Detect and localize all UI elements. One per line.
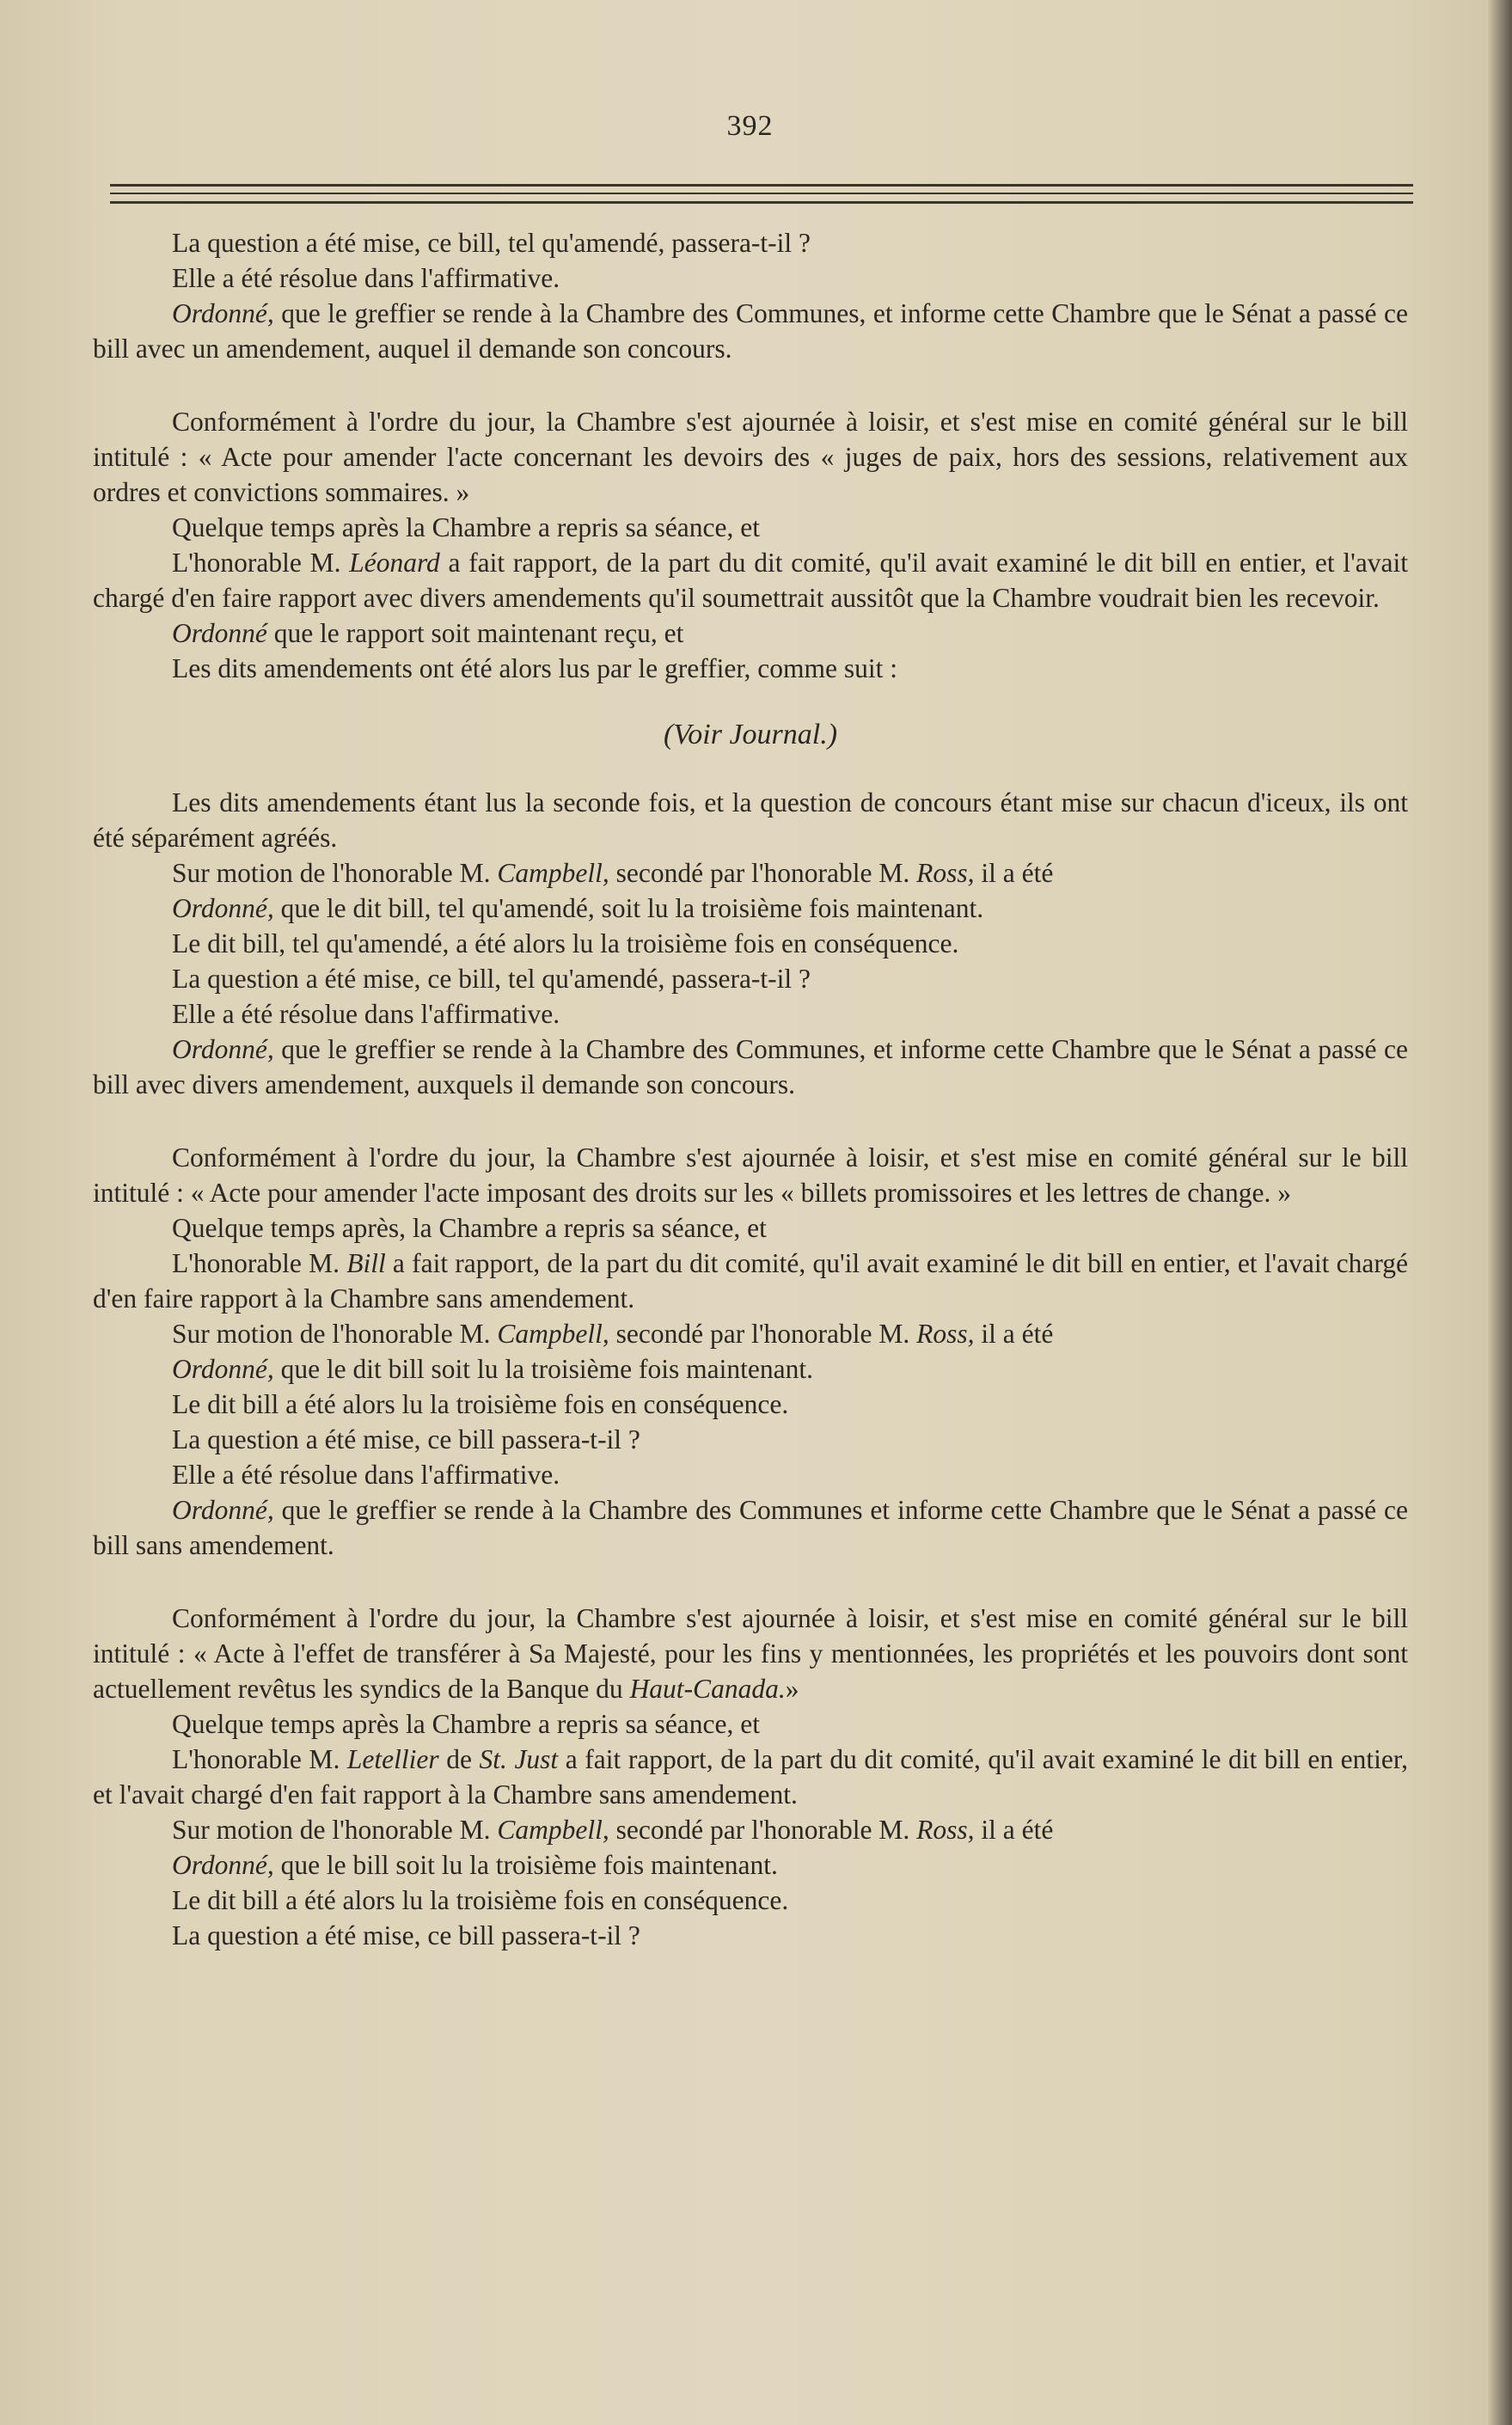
body-text [93, 225, 1408, 1953]
paragraph: Elle a été résolue dans l'affirmative. [172, 1460, 560, 1490]
paragraph: La question a été mise, ce bill, tel qu'amendé, passera-t-il ? [172, 228, 811, 258]
paragraph: L'honorable M. Bill a fait rapport, de la part du dit comité, qu'il avait examiné le dit bill en entier, et l'avait chargé d'en faire rapport à la Chambre sans amendement. [93, 1248, 1408, 1314]
paragraph: Sur motion de l'honorable M. Campbell, secondé par l'honorable M. Ross, il a été [172, 1319, 1054, 1349]
paragraph: Ordonné, que le greffier se rende à la Chambre des Communes, et informe cette Chambre que le Sénat a passé ce bill avec un amendement, auquel il demande son concours. [93, 298, 1408, 364]
paragraph: Ordonné, que le dit bill, tel qu'amendé, soit lu la troisième fois maintenant. [172, 893, 984, 923]
paragraph: Le dit bill a été alors lu la troisième fois en conséquence. [172, 1885, 789, 1915]
paragraph: Les dits amendements ont été alors lus par le greffier, comme suit : [172, 653, 898, 683]
paragraph: L'honorable M. Léonard a fait rapport, de la part du dit comité, qu'il avait examiné le dit bill en entier, et l'avait chargé d'en faire rapport avec divers amendements qu'il soumettrait aussitôt que la Chambre voudrait bien les recevoir. [93, 548, 1408, 613]
paragraph: Ordonné que le rapport soit maintenant reçu, et [172, 618, 684, 648]
paragraph: Quelque temps après la Chambre a repris sa séance, et [172, 1709, 760, 1739]
paragraph: Ordonné, que le dit bill soit lu la troisième fois maintenant. [172, 1354, 813, 1384]
paragraph: Sur motion de l'honorable M. Campbell, secondé par l'honorable M. Ross, il a été [172, 858, 1054, 888]
paragraph: Elle a été résolue dans l'affirmative. [172, 999, 560, 1029]
paragraph: Les dits amendements étant lus la seconde fois, et la question de concours étant mise sur chacun d'iceux, ils ont été séparément agréés. [93, 787, 1408, 853]
paragraph: La question a été mise, ce bill, tel qu'amendé, passera-t-il ? [172, 964, 811, 994]
paragraph: Quelque temps après la Chambre a repris sa séance, et [172, 512, 760, 542]
header-rule-middle [110, 193, 1413, 194]
header-rule-bottom [110, 201, 1413, 204]
paragraph: Le dit bill, tel qu'amendé, a été alors lu la troisième fois en conséquence. [172, 928, 959, 958]
paragraph: L'honorable M. Letellier de St. Just a fait rapport, de la part du dit comité, qu'il avait examiné le dit bill en entier, et l'avait chargé d'en fait rapport à la Chambre sans amendement. [93, 1744, 1408, 1810]
paragraph: Conformément à l'ordre du jour, la Chambre s'est ajournée à loisir, et s'est mise en comité général sur le bill intitulé : « Acte pour amender l'acte imposant des droits sur les « billets promissoires et les lettres de change. » [93, 1142, 1408, 1208]
paragraph: Conformément à l'ordre du jour, la Chambre s'est ajournée à loisir, et s'est mise en comité général sur le bill intitulé : « Acte à l'effet de transférer à Sa Majesté, pour les fins y mentionnées, les propriétés et les pouvoirs dont sont actuellement revêtus les syndics de la Banque du Haut-Canada.» [93, 1603, 1408, 1704]
paragraph: La question a été mise, ce bill passera-t-il ? [172, 1424, 640, 1454]
paragraph: Elle a été résolue dans l'affirmative. [172, 263, 560, 293]
paragraph: Quelque temps après, la Chambre a repris sa séance, et [172, 1213, 767, 1243]
journal-reference: (Voir Journal.) [663, 719, 838, 750]
page-number: 392 [726, 110, 774, 142]
page-edge-shadow [1488, 0, 1512, 2425]
paragraph: Conformément à l'ordre du jour, la Chambre s'est ajournée à loisir, et s'est mise en comité général sur le bill intitulé : « Acte pour amender l'acte concernant les devoirs des « juges de paix, hors des sessions, relativement aux ordres et convictions sommaires. » [93, 407, 1408, 507]
paragraph: La question a été mise, ce bill passera-t-il ? [172, 1920, 640, 1950]
paragraph: Sur motion de l'honorable M. Campbell, secondé par l'honorable M. Ross, il a été [172, 1815, 1054, 1845]
paragraph: Ordonné, que le bill soit lu la troisième fois maintenant. [172, 1850, 778, 1880]
paragraph: Ordonné, que le greffier se rende à la Chambre des Communes et informe cette Chambre que le Sénat a passé ce bill sans amendement. [93, 1495, 1408, 1560]
paragraph: Ordonné, que le greffier se rende à la Chambre des Communes, et informe cette Chambre que le Sénat a passé ce bill avec divers amendement, auxquels il demande son concours. [93, 1034, 1408, 1099]
header-rule-top [110, 184, 1413, 187]
paragraph: Le dit bill a été alors lu la troisième fois en conséquence. [172, 1389, 789, 1419]
